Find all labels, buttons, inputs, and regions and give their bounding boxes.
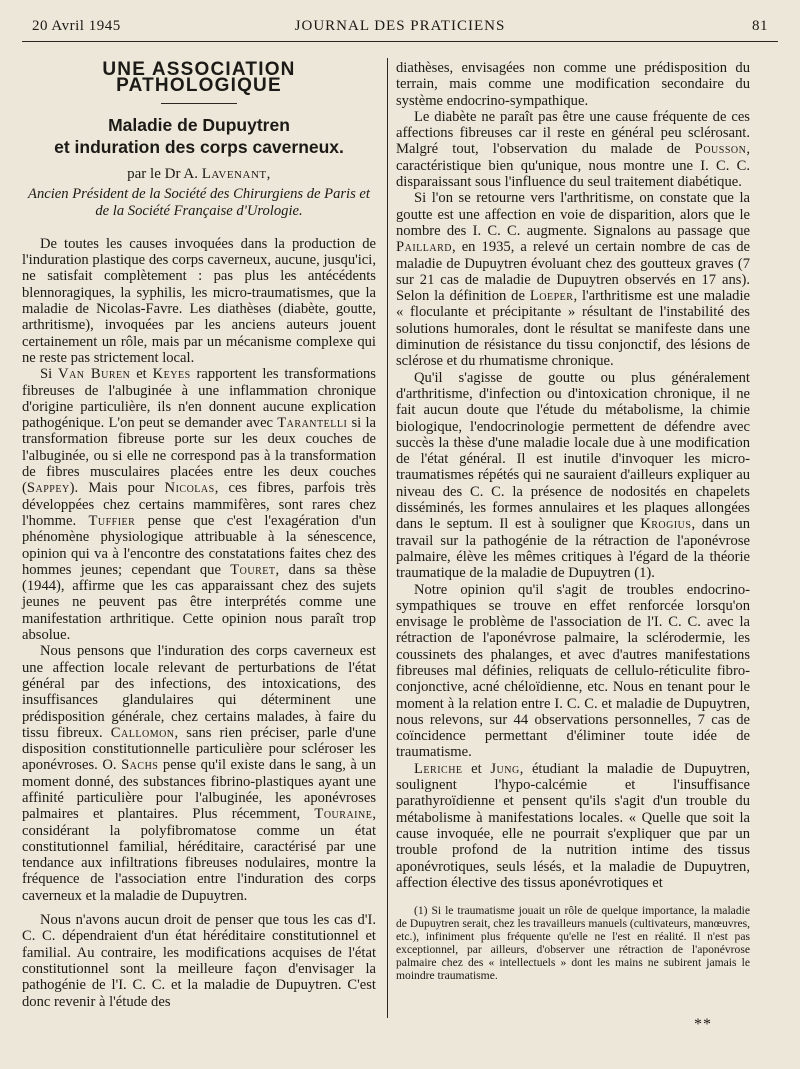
author-name: Sachs <box>121 757 159 774</box>
author-name: Touret <box>230 561 276 578</box>
journal-name: JOURNAL DES PRATICIENS <box>294 18 506 34</box>
paragraph: Le diabète ne paraît pas être une cause fréquente de ces affections fibreuses car il reste en général peu sclérosant. Malgré tout, l'observation du malade de Pousson, caractéristique bien qu'unique, nous montre une I. C. C. disparaissant sous l'influence du seul traitement diabétique. <box>396 108 750 191</box>
author-name: Sappey <box>26 480 70 497</box>
right-column <box>396 60 750 983</box>
author-name: Nicolas <box>164 480 215 497</box>
byline-prefix: par le Dr A. <box>127 165 198 182</box>
left-column <box>22 60 376 1010</box>
author-affiliation: Ancien Président de la Société des Chirurgiens de Paris et de la Société Française d'Urologie. <box>28 185 370 219</box>
author-name: Krogius <box>640 516 692 533</box>
paragraph: Si l'on se retourne vers l'arthritisme, on constate que la goutte est une affection en voie de disparition, alors que le nombre des I. C. C. augmente. Signalons au passage que Paillard, en 1935, a relevé un certain nombre de cas de maladie de Dupuytren évoluant chez des goutteux graves (7 sur 21 cas de maladie de Dupuytren observés en 17 ans). Selon la définition de Loeper, l'arthritisme est une maladie « floculante et précipitante » résultant de l'instabilité des solutions humorales, dont le résultat se manifeste dans une diminution de résistance du tissu conjonctif, des lésions de sclérose et du rhumatisme chronique. <box>396 190 750 370</box>
page-number: 81 <box>752 18 768 34</box>
author-name: Leriche <box>414 760 463 777</box>
paragraph: Nous pensons que l'induration des corps caverneux est une affection locale relevant de perturbations de l'état général par des infections, des intoxications, des insuffisances glandulaires qui déterminent une prédisposition générale, chez certains malades, à faire du tissu fibreux. Callomon, sans rien préciser, parle d'une disposition constitutionnelle particulière pour scléroser les aponévroses. O. Sachs pense qu'il existe dans le sang, à un moment donné, des substances fibrino-plastiques ayant une affinité particulière pour l'albuginée, les aponévroses palmaires et plantaires. Plus récemment, Touraine, considérant la polyfibromatose comme un état constitutionnel familial, héréditaire, caractérisé par une tendance aux infiltrations fibreuses nodulaires, montre la fréquence de l'association entre l'induration des corps caverneux et la maladie de Dupuytren. <box>22 643 376 904</box>
paragraph: diathèses, envisagées non comme une prédisposition du terrain, mais comme une modification secondaire du système endocrino-sympathique. <box>396 60 750 109</box>
footnote-text: (1) Si le traumatisme jouait un rôle de quelque importance, la maladie de Dupuytren serait, chez les travailleurs manuels (cultivateurs, manœuvres, etc.), infiniment plus fréquente qu'elle ne l'est en réalité. Il n'est pas exceptionnel, par ailleurs, d'observer une rétraction de l'aponévrose palmaire chez des « intellectuels » dont les mains ne subirent jamais le moindre traumatisme. <box>396 904 750 982</box>
paragraph: Si Van Buren et Keyes rapportent les transformations fibreuses de l'albuginée à une inflammation chronique d'origine particulière, ils n'en donnent aucune explication pathogénique. L'on peut se demander avec Tarantelli si la transformation fibreuse porte sur les deux couches de l'albuginée, ou si elle ne correspond pas à la transformation de fibres musculaires placées entre les deux couches (Sappey). Mais pour Nicolas, ces fibres, parfois très développées chez certains mammifères, sont rares chez l'homme. Tuffier pense que c'est l'exagération d'un phénomène physiologique attribuable à la sénescence, opinion qui va à l'encontre des constatations faites chez des hommes jeunes; cependant que Touret, dans sa thèse (1944), affirme que les cas apparaissant chez des sujets jeunes ne peuvent pas être interprétés comme une manifestation arthritique. Cette opinion nous paraît trop absolue. <box>22 366 376 644</box>
author-name: Keyes <box>152 366 191 383</box>
author-name: Loeper <box>529 288 574 305</box>
article-title <box>22 114 376 158</box>
author-name: Jung <box>490 760 520 777</box>
paragraph: Leriche et Jung, étudiant la maladie de Dupuytren, soulignent l'hypo-calcémie et l'insuffisance parathyroïdienne et pensent qu'ils s'agit d'un trouble du métabolisme à manifestations locales. « Quelle que soit la cause invoquée, elle ne pourrait s'expliquer que par un trouble profond de la nutrition intime des tissus aponévrotiques, seuls lésés, et la maladie de Dupuytren, affection élective des tissus aponévrotiques et <box>396 760 750 891</box>
author-name: Van Buren <box>58 366 131 383</box>
footnote <box>396 905 750 982</box>
running-header <box>22 16 778 38</box>
header-rule <box>22 41 778 42</box>
paragraph: Qu'il s'agisse de goutte ou plus généralement d'arthritisme, d'infection ou d'intoxication chronique, il ne fait aucun doute que l'étude du métabolisme, la chimie biologique, l'endocrinologie permettent de défendre avec succès la thèse d'une maladie locale due à une modification de l'état général. Il est inutile d'invoquer les micro-traumatismes répétés qui ne sauraient d'ailleurs expliquer au niveau des C. C. la présence de nodosités en chapelets disséminés, les formes annulaires et les plaques allongées dans le septum. Il est à souligner que Krogius, dans un travail sur la pathogénie de la rétraction de l'aponévrose palmaire, élève les mêmes critiques à l'égard de la théorie traumatique de la maladie de Dupuytren (1). <box>396 369 750 582</box>
paragraph: De toutes les causes invoquées dans la production de l'induration plastique des corps caverneux, aucune, jusqu'ici, ne satisfait complètement : pas plus les antécédents blennoragiques, la syphilis, les micro-traumatismes, que la maladie de Nicolas-Favre. Les diathèses (diabète, goutte, arthritisme), invoquées par les anciens auteurs jouent certainement un rôle, mais par un mécanisme complexe qui ne reste pas strictement local. <box>22 235 376 366</box>
byline <box>22 166 376 182</box>
title-divider <box>161 103 237 104</box>
paragraph: Nous n'avons aucun droit de penser que tous les cas d'I. C. C. dépendraient d'un état héréditaire constitutionnel et familial. Au contraire, les modifications acquises de l'état constitutionnel sont la meilleure façon d'envisager la pathogénie de l'I. C. C. et la maladie de Dupuytren. C'est donc revenir à l'étude des <box>22 912 376 1010</box>
column-divider <box>387 58 388 1018</box>
section-title: UNE ASSOCIATION PATHOLOGIQUE <box>102 59 296 97</box>
author-name: Tarantelli <box>277 415 348 432</box>
issue-date: 20 Avril 1945 <box>32 18 121 34</box>
paragraph: Notre opinion qu'il s'agit de troubles endocrino-sympathiques se trouve en effet renforcée lorsqu'on envisage le problème de l'association de l'I. C. C. avec la rétraction de l'aponévrose palmaire, la sclérodermie, les coussinets des phalanges, et avec d'autres manifestations fibreuses mal définies, reliquats de cellulo-réticulite fibro-conjonctive, acné chéloïdienne, etc. Nous en tenant pour le moment à la relation entre I. C. C. et maladie de Dupuytren, nous relevons, sur 44 observations personnelles, 7 cas de coïncidence permettant d'éliminer toute idée de traumatisme. <box>396 581 750 761</box>
end-marker: ** <box>694 1016 712 1033</box>
article-title-line1: Maladie de Dupuytren <box>108 114 290 135</box>
author-name: Pousson <box>694 141 747 158</box>
author-name: Callomon <box>110 724 175 741</box>
author-name: Tuffier <box>88 512 136 529</box>
article-title-line2: et induration des corps caverneux. <box>54 136 344 157</box>
author-name: Paillard <box>396 239 452 256</box>
byline-author: Lavenant, <box>201 165 271 182</box>
author-name: Touraine <box>314 806 373 823</box>
